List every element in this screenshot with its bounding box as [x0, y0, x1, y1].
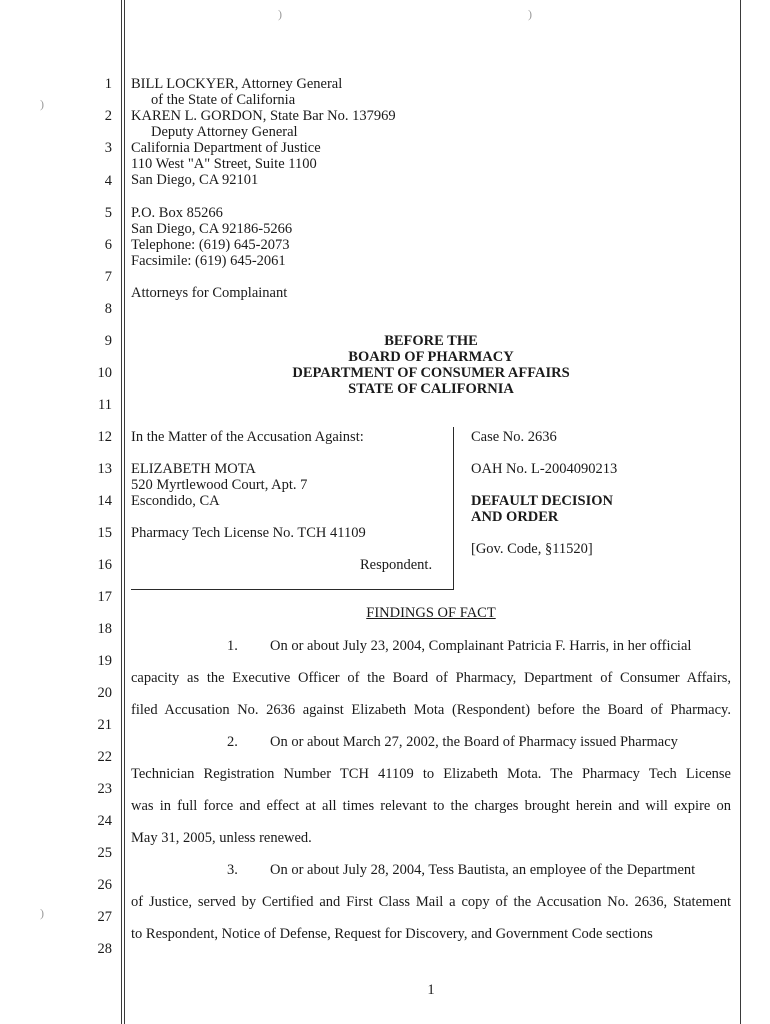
paragraph-text: was in full force and effect at all times relevant to the charges brought herein and will expire on — [131, 798, 731, 814]
scan-mark: ) — [40, 906, 44, 920]
right-margin-rule — [740, 0, 741, 1024]
paragraph-text: to Respondent, Notice of Defense, Request for Discovery, and Government Code sections — [131, 926, 653, 942]
paragraph-text: capacity as the Executive Officer of the Board of Pharmacy, Department of Consumer Affairs, — [131, 670, 731, 686]
left-margin-rule-inner — [124, 0, 125, 1024]
paragraph-number: 2. — [227, 734, 238, 750]
deputy-title: Deputy Attorney General — [151, 124, 298, 140]
line-number: 25 — [97, 845, 112, 861]
paragraph-text: On or about July 28, 2004, Tess Bautista, an employee of the Department — [270, 862, 696, 878]
matter-label: In the Matter of the Accusation Against: — [131, 429, 364, 445]
findings-heading: FINDINGS OF FACT — [366, 605, 496, 621]
respondent-label: Respondent. — [360, 557, 433, 573]
line-number: 12 — [97, 429, 112, 445]
line-number: 6 — [104, 237, 112, 253]
paragraph-number: 1. — [227, 638, 238, 654]
heading-line: STATE OF CALIFORNIA — [348, 381, 514, 397]
line-number: 17 — [97, 589, 112, 605]
heading-line: DEPARTMENT OF CONSUMER AFFAIRS — [292, 365, 570, 381]
line-number: 5 — [104, 205, 112, 221]
line-number: 20 — [97, 685, 112, 701]
line-number: 18 — [97, 621, 112, 637]
respondent-city: Escondido, CA — [131, 493, 220, 509]
left-margin-rule — [121, 0, 122, 1024]
line-number: 1 — [104, 76, 112, 92]
oah-number: OAH No. L-2004090213 — [471, 461, 618, 477]
respondent-name: ELIZABETH MOTA — [131, 461, 256, 477]
paragraph-text: Technician Registration Number TCH 41109 to Elizabeth Mota. The Pharmacy Tech License — [131, 766, 731, 782]
respondent-address: 520 Myrtlewood Court, Apt. 7 — [131, 477, 308, 493]
scan-mark: ) — [40, 97, 44, 111]
caption-horizontal-rule — [131, 589, 454, 590]
line-number: 23 — [97, 781, 112, 797]
paragraph-text: On or about March 27, 2002, the Board of Pharmacy issued Pharmacy — [270, 734, 678, 750]
city-address: San Diego, CA 92101 — [131, 172, 259, 188]
paragraph-text: filed Accusation No. 2636 against Elizabeth Mota (Respondent) before the Board of Pharmacy. — [131, 702, 731, 718]
line-number: 7 — [104, 269, 112, 285]
paragraph-number: 3. — [227, 862, 238, 878]
line-number: 24 — [97, 813, 112, 829]
line-number: 14 — [97, 493, 112, 509]
line-number: 16 — [97, 557, 112, 573]
attorneys-for: Attorneys for Complainant — [131, 285, 288, 301]
street-address: 110 West "A" Street, Suite 1100 — [131, 156, 317, 172]
attorney-general-name: BILL LOCKYER, Attorney General — [131, 76, 343, 92]
document-title: DEFAULT DECISION — [471, 493, 613, 509]
line-number: 8 — [104, 301, 112, 317]
line-number: 15 — [97, 525, 112, 541]
facsimile: Facsimile: (619) 645-2061 — [131, 253, 286, 269]
line-number: 3 — [104, 140, 112, 156]
scan-mark: ) — [528, 7, 532, 21]
line-number: 19 — [97, 653, 112, 669]
attorney-general-title: of the State of California — [151, 92, 296, 108]
line-number: 4 — [104, 173, 112, 189]
line-number: 2 — [104, 108, 112, 124]
line-number: 11 — [98, 397, 112, 413]
line-number: 27 — [97, 909, 112, 925]
case-number: Case No. 2636 — [471, 429, 557, 445]
license-number: Pharmacy Tech License No. TCH 41109 — [131, 525, 366, 541]
heading-line: BOARD OF PHARMACY — [348, 349, 514, 365]
scan-mark: ) — [278, 7, 282, 21]
paragraph-text: On or about July 23, 2004, Complainant Patricia F. Harris, in her official — [270, 638, 692, 654]
gov-code-reference: [Gov. Code, §11520] — [471, 541, 593, 557]
page-number: 1 — [427, 982, 435, 998]
paragraph-text: of Justice, served by Certified and First Class Mail a copy of the Accusation No. 2636, Statement — [131, 894, 731, 910]
line-number: 26 — [97, 877, 112, 893]
po-city: San Diego, CA 92186-5266 — [131, 221, 293, 237]
telephone: Telephone: (619) 645-2073 — [131, 237, 290, 253]
line-number: 9 — [104, 333, 112, 349]
caption-vertical-rule — [453, 427, 454, 590]
line-number: 13 — [97, 461, 112, 477]
line-number: 22 — [97, 749, 112, 765]
line-number: 21 — [97, 717, 112, 733]
line-number: 28 — [97, 941, 112, 957]
paragraph-text: May 31, 2005, unless renewed. — [131, 830, 312, 846]
po-box: P.O. Box 85266 — [131, 205, 223, 221]
document-title: AND ORDER — [471, 509, 559, 525]
department-name: California Department of Justice — [131, 140, 321, 156]
line-number: 10 — [97, 365, 112, 381]
deputy-name: KAREN L. GORDON, State Bar No. 137969 — [131, 108, 396, 124]
heading-line: BEFORE THE — [384, 333, 478, 349]
